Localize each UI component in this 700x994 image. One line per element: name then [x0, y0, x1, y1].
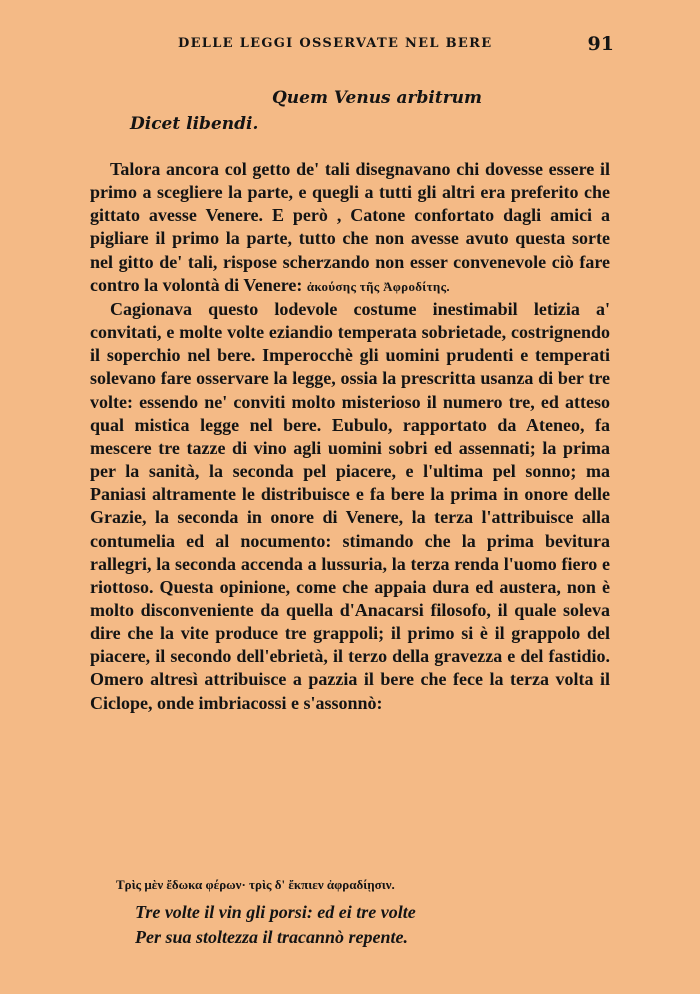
latin-verse-line-2: Dicet libendi.: [130, 114, 259, 134]
paragraph-2: Cagionava questo lodevole costume inestimabil letizia a' convitati, e molte volte eziandio temperata sobrietade, costrignendo il soperchio nel bere. Imperocchè gli uomini prudenti e temperati solevano fare osservare la legge, ossia la prescritta usanza di ber tre volte: essendo ne' conviti molto misterioso il numero tre, ed atteso qual mistica legge nel bere. Eubulo, rapportato da Ateneo, fa mescere tre tazze di vino agli uomini sobri ed assennati; la prima per la sanità, la seconda pel piacere, e l'ultima pel sonno; ma Paniasi altramente le distribuisce e fa bere la prima in onore delle Grazie, la seconda in onore di Venere, la terza l'attribuisce alla contumelia ed al nocumento: stimando che la prima bevitura rallegri, la seconda accenda a lussuria, la terza renda l'uomo fiero e riottoso. Questa opinione, come che appaia dura ed austera, non è molto disconveniente da quella d'Anacarsi filosofo, il quale soleva dire che la vite produce tre grappoli; il primo si è il grappolo del piacere, il secondo dell'ebrietà, il terzo della gravezza e del fastidio. Omero altresì attribuisce a pazzia il bere che fece la terza volta il Ciclope, onde imbriacossi e s'assonnò:: [90, 298, 610, 713]
italian-verse-line-1: Tre volte il vin gli porsi: ed ei tre volte: [135, 902, 416, 922]
latin-verse-line-1: Quem Venus arbitrum: [272, 88, 483, 108]
greek-quote-inline: ἀκούσης τῆς Ἀφροδίτης.: [306, 278, 450, 294]
page-number: 91: [587, 33, 614, 55]
italian-verse-line-2: Per sua stoltezza il tracannò repente.: [135, 927, 409, 947]
paragraph-1-text: Talora ancora col getto de' tali disegnavano chi dovesse essere il primo a scegliere la parte, e quegli a tutti gli altri era preferito che gittato avesse Venere. E però , Catone confortato dagli amici a pigliare il primo la parte, tutto che non avesse avuto questa sorte nel gitto de' tali, rispose scherzando non esser convenevole ciò fare contro la volontà di Venere:: [90, 159, 610, 295]
greek-verse: Τρὶς μὲν ἔδωκα φέρων· τρὶς δ' ἔκπιεν ἀφραδίῃσιν.: [116, 877, 395, 892]
paragraph-1: [90, 158, 610, 298]
running-title: DELLE LEGGI OSSERVATE NEL BERE: [178, 36, 493, 51]
body-text: [90, 158, 610, 715]
